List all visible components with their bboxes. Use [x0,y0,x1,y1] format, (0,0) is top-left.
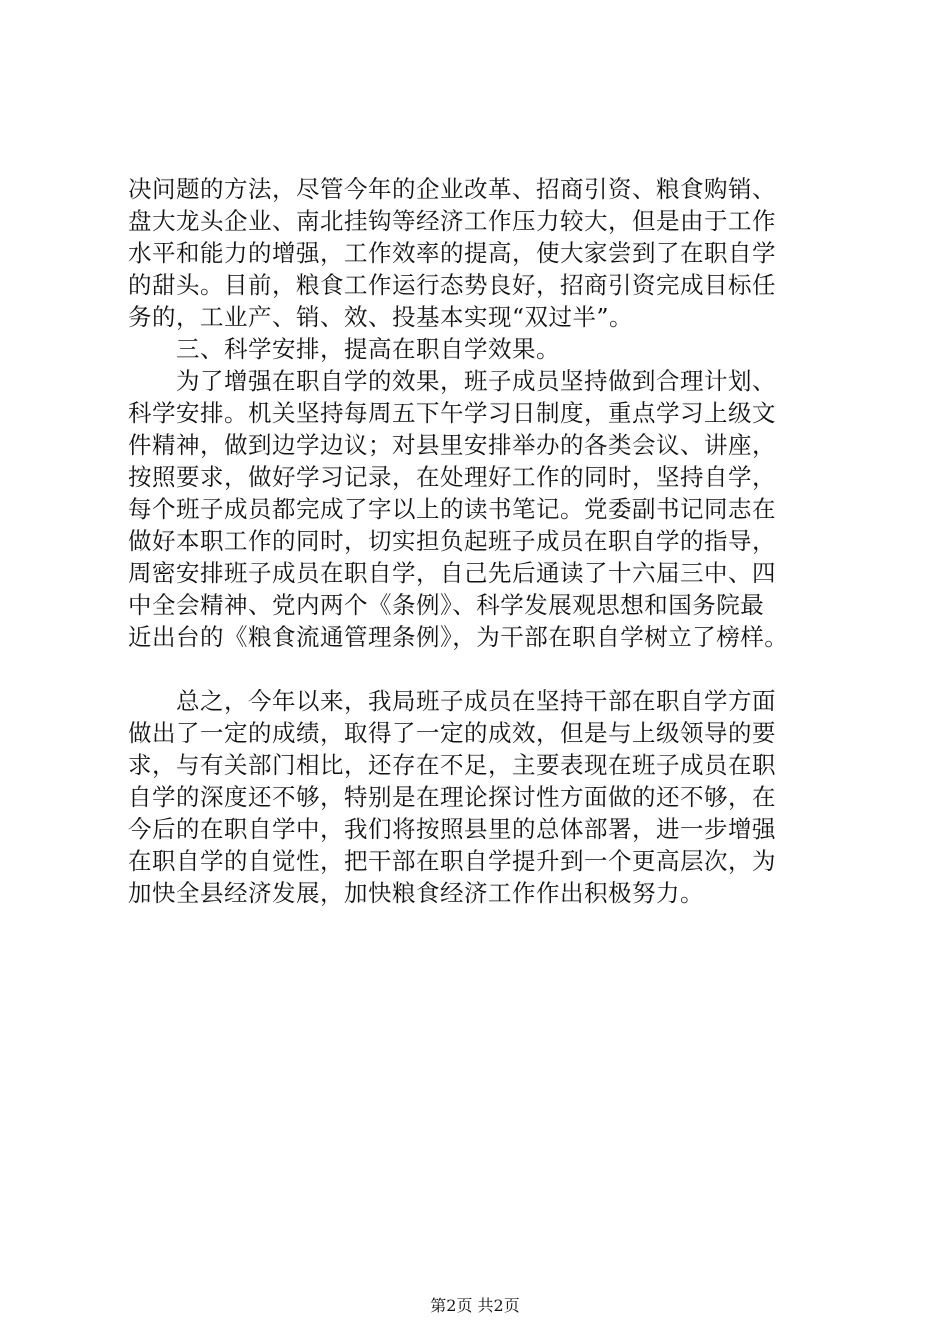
body-text-line: 科学安排。机关坚持每周五下午学习日制度，重点学习上级文 [128,399,776,427]
body-text-line: 每个班子成员都完成了字以上的读书笔记。党委副书记同志在 [128,495,776,523]
body-text-line: 的甜头。目前，粮食工作运行态势良好，招商引资完成目标任 [128,271,776,299]
body-text-line: 件精神，做到边学边议；对县里安排举办的各类会议、讲座， [128,431,776,459]
body-text-line: 加快全县经济发展，加快粮食经济工作作出积极努力。 [128,879,704,907]
section-heading: 三、科学安排，提高在职自学效果。 [128,335,560,363]
body-text-line: 按照要求，做好学习记录，在处理好工作的同时，坚持自学， [128,463,776,491]
body-text-line: 为了增强在职自学的效果，班子成员坚持做到合理计划、 [128,367,776,395]
body-text-line: 总之，今年以来，我局班子成员在坚持干部在职自学方面 [128,687,776,715]
body-text-line: 务的，工业产、销、效、投基本实现“双过半”。 [128,303,634,331]
body-text-line: 做好本职工作的同时，切实担负起班子成员在职自学的指导， [128,527,776,555]
body-text-line: 做出了一定的成绩，取得了一定的成效，但是与上级领导的要 [128,719,776,747]
body-text-line: 中全会精神、党内两个《条例》、科学发展观思想和国务院最 [128,591,765,619]
body-text-line: 在职自学的自觉性，把干部在职自学提升到一个更高层次，为 [128,847,776,875]
body-text-line: 决问题的方法，尽管今年的企业改革、招商引资、粮食购销、 [128,175,776,203]
body-text-line: 求，与有关部门相比，还存在不足，主要表现在班子成员在职 [128,751,776,779]
body-text-line: 水平和能力的增强，工作效率的提高，使大家尝到了在职自学 [128,239,776,267]
body-text-line: 自学的深度还不够，特别是在理论探讨性方面做的还不够，在 [128,783,776,811]
body-text-line: 今后的在职自学中，我们将按照县里的总体部署，进一步增强 [128,815,776,843]
body-text-line: 盘大龙头企业、南北挂钩等经济工作压力较大，但是由于工作 [128,207,776,235]
body-text-line: 周密安排班子成员在职自学，自己先后通读了十六届三中、四 [128,559,776,587]
page-number-footer: 第2页 共2页 [430,1296,520,1315]
body-text-line: 近出台的《粮食流通管理条例》，为干部在职自学树立了榜样。 [128,623,789,651]
